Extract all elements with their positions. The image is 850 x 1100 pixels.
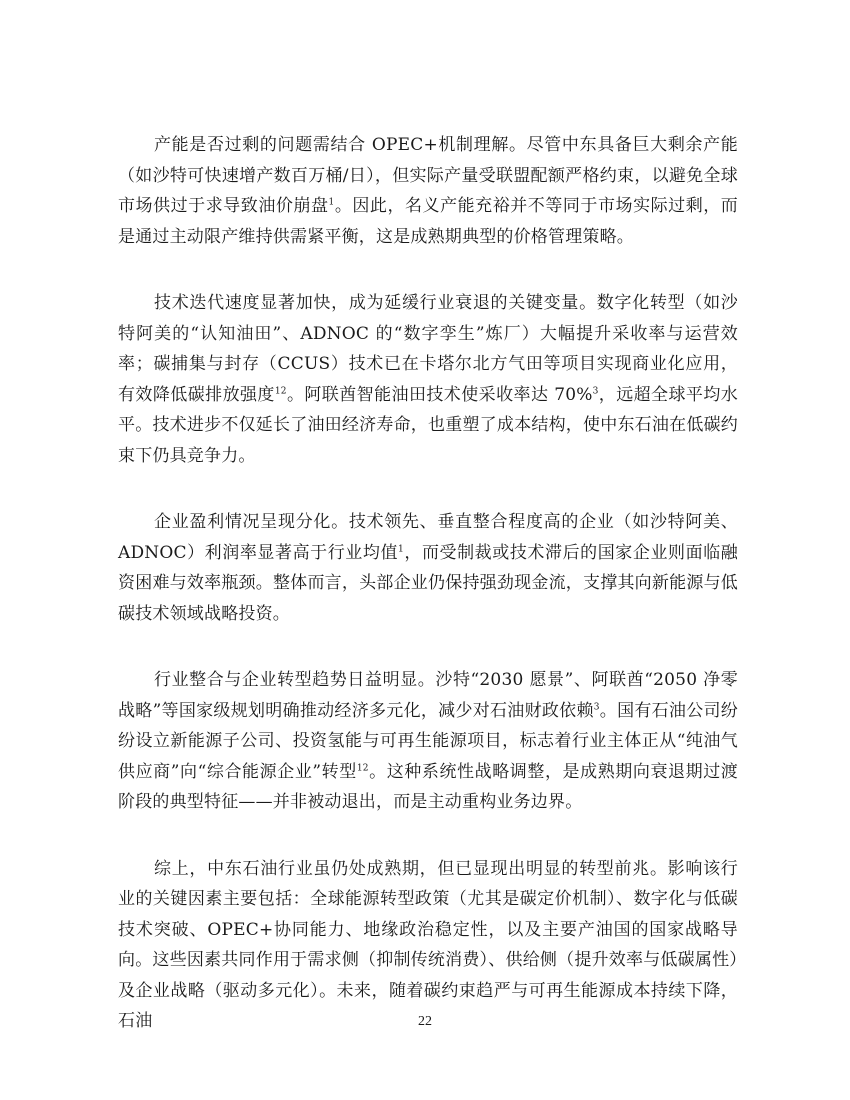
paragraph-text: 行业整合与企业转型趋势日益明显。沙特“2030 愿景”、阿联酋“2050 净零战略”等国家级规划明确推动经济多元化，减少对石油财政依赖 (118, 670, 738, 721)
paragraph-technology (118, 288, 738, 471)
paragraph-text: 综上，中东石油行业虽仍处成熟期，但已显现出明显的转型前兆。影响该行业的关键因素主要包括：全球能源转型政策（尤其是碳定价机制）、数字化与低碳技术突破、OPEC+协同能力、地缘政治稳定性，以及主要产油国的国家战略导向。这些因素共同作用于需求侧（抑制传统消费）、供给侧（提升效率与低碳属性）及企业战略（驱动多元化）。未来，随着碳约束趋严与可再生能源成本持续下降，石油 (118, 858, 738, 1031)
paragraph-profitability (118, 507, 738, 629)
paragraph-text: 产能是否过剩的问题需结合 OPEC+机制理解。尽管中东具备巨大剩余产能（如沙特可快速增产数百万桶/日），但实际产量受联盟配额严格约束，以避免全球市场供过于求导致油价崩盘 (118, 135, 738, 216)
page-number: 22 (418, 1014, 432, 1029)
paragraph-text: ，而受制裁或技术滞后的国家企业则面临融资困难与效率瓶颈。整体而言，头部企业仍保持强劲现金流，支撑其向新能源与低碳技术领域战略投资。 (118, 542, 738, 624)
paragraph-transformation (118, 665, 738, 818)
footnote-ref[interactable]: 1 (398, 543, 404, 554)
footnote-ref[interactable]: 1 (328, 197, 335, 208)
footnote-ref[interactable]: 12 (356, 762, 369, 773)
paragraph-text: 。国有石油公司纷纷设立新能源子公司、投资氢能与可再生能源项目，标志着行业主体正从“纯油气供应商”向“综合能源企业”转型 (118, 700, 738, 782)
paragraph-summary (118, 854, 738, 1037)
paragraph-text: 技术迭代速度显著加快，成为延缓行业衰退的关键变量。数字化转型（如沙特阿美的“认知油田”、ADNOC 的“数字孪生”炼厂）大幅提升采收率与运营效率；碳捕集与封存（CCUS）技术已在卡塔尔北方气田等项目实现商业化应用，有效降低碳排放强度 (118, 293, 738, 405)
paragraph-text: 。这种系统性战略调整，是成熟期向衰退期过渡阶段的典型特征——并非被动退出，而是主动重构业务边界。 (118, 761, 739, 812)
footnote-ref[interactable]: 3 (592, 385, 599, 396)
paragraph-text: ，远超全球平均水平。技术进步不仅延长了油田经济寿命，也重塑了成本结构，使中东石油在低碳约束下仍具竞争力。 (118, 384, 738, 466)
paragraph-text: 。阿联酋智能油田技术使采收率达 70% (286, 384, 593, 405)
document-body (118, 130, 738, 1073)
footnote-ref[interactable]: 12 (274, 385, 287, 396)
footnote-ref[interactable]: 3 (593, 701, 600, 712)
paragraph-text: 企业盈利情况呈现分化。技术领先、垂直整合程度高的企业（如沙特阿美、ADNOC）利润率显著高于行业均值 (118, 512, 738, 563)
paragraph-opec-capacity (118, 130, 738, 252)
paragraph-text: 。因此，名义产能充裕并不等同于市场实际过剩，而是通过主动限产维持供需紧平衡，这是成熟期典型的价格管理策略。 (118, 196, 738, 247)
